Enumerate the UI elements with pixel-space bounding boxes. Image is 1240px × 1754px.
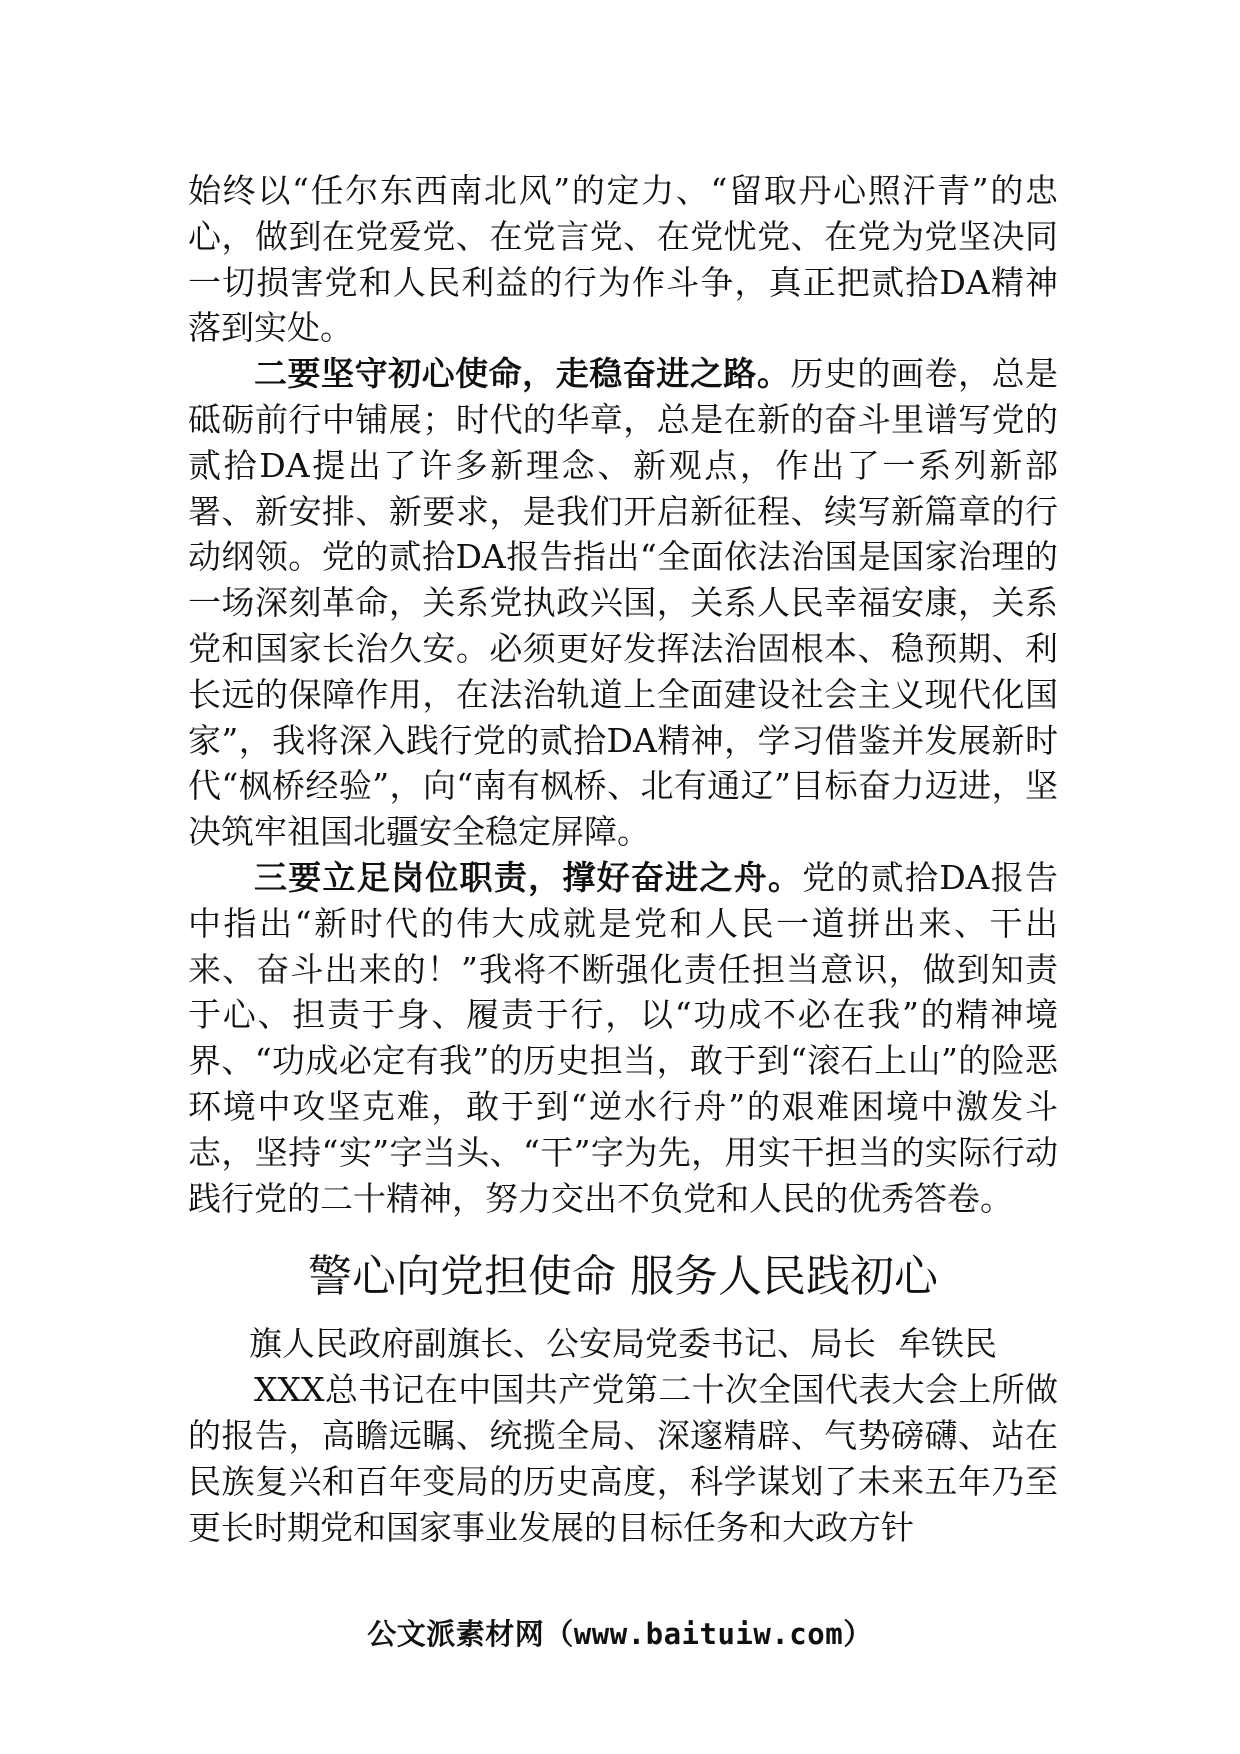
page-footer-source: 公文派素材网（www.baituiw.com） — [367, 1617, 873, 1651]
author-name: 牟铁民 — [898, 1324, 997, 1364]
paragraph-body: 历史的画卷，总是砥砺前行中铺展；时代的华章，总是在新的奋斗里谱写党的贰拾DA提出了许多新理念、新观点，作出了一系列新部署、新安排、新要求，是我们开启新征程、续写新篇章的行动纲领。党的贰拾DA报告指出“全面依法治国是国家治理的一场深刻革命，关系党执政兴国，关系人民幸福安康，关系党和国家长治久安。必须更好发挥法治固根本、稳预期、利长远的保障作用，在法治轨道上全面建设社会主义现代化国家”，我将深入践行党的贰拾DA精神，学习借鉴并发展新时代“枫桥经验”，向“南有枫桥、北有通辽”目标奋力迈进，坚决筑牢祖国北疆安全稳定屏障。 — [188, 354, 1059, 852]
author-byline — [188, 1321, 1058, 1367]
paragraph-second-point — [188, 351, 1058, 855]
paragraph-lead-heading: 二要坚守初心使命，走稳奋进之路。 — [254, 354, 791, 394]
paragraph-continued: 始终以“任尔东西南北风”的定力、“留取丹心照汗青”的忠心，做到在党爱党、在党言党、在党忧党、在党为党坚决同一切损害党和人民利益的行为作斗争，真正把贰拾DA精神落到实处。 — [188, 171, 1058, 348]
paragraph-body: 党的贰拾DA报告中指出“新时代的伟大成就是党和人民一道拼出来、干出来、奋斗出来的！”我将不断强化责任担当意识，做到知责于心、担责于身、履责于行，以“功成不必在我”的精神境界、“功成必定有我”的历史担当，敢于到“滚石上山”的险恶环境中攻坚克难，敢于到“逆水行舟”的艰难困境中激发斗志，坚持“实”字当头、“干”字为先，用实干担当的实际行动践行党的二十精神，努力交出不负党和人民的优秀答卷。 — [188, 857, 1059, 1218]
document-page — [188, 168, 1058, 1551]
paragraph-article-opening: XXX总书记在中国共产党第二十次全国代表大会上所做的报告，高瞻远瞩、统揽全局、深邃精辟、气势磅礴、站在民族复兴和百年变局的历史高度，科学谋划了未来五年乃至更长时期党和国家事业发展的目标任务和大政方针 — [188, 1370, 1058, 1547]
article-title: 警心向党担使命 服务人民践初心 — [308, 1251, 938, 1303]
paragraph-third-point — [188, 855, 1058, 1221]
paragraph-lead-heading: 三要立足岗位职责，撑好奋进之舟。 — [254, 857, 803, 897]
author-position: 旗人民政府副旗长、公安局党委书记、局长 — [249, 1324, 876, 1364]
